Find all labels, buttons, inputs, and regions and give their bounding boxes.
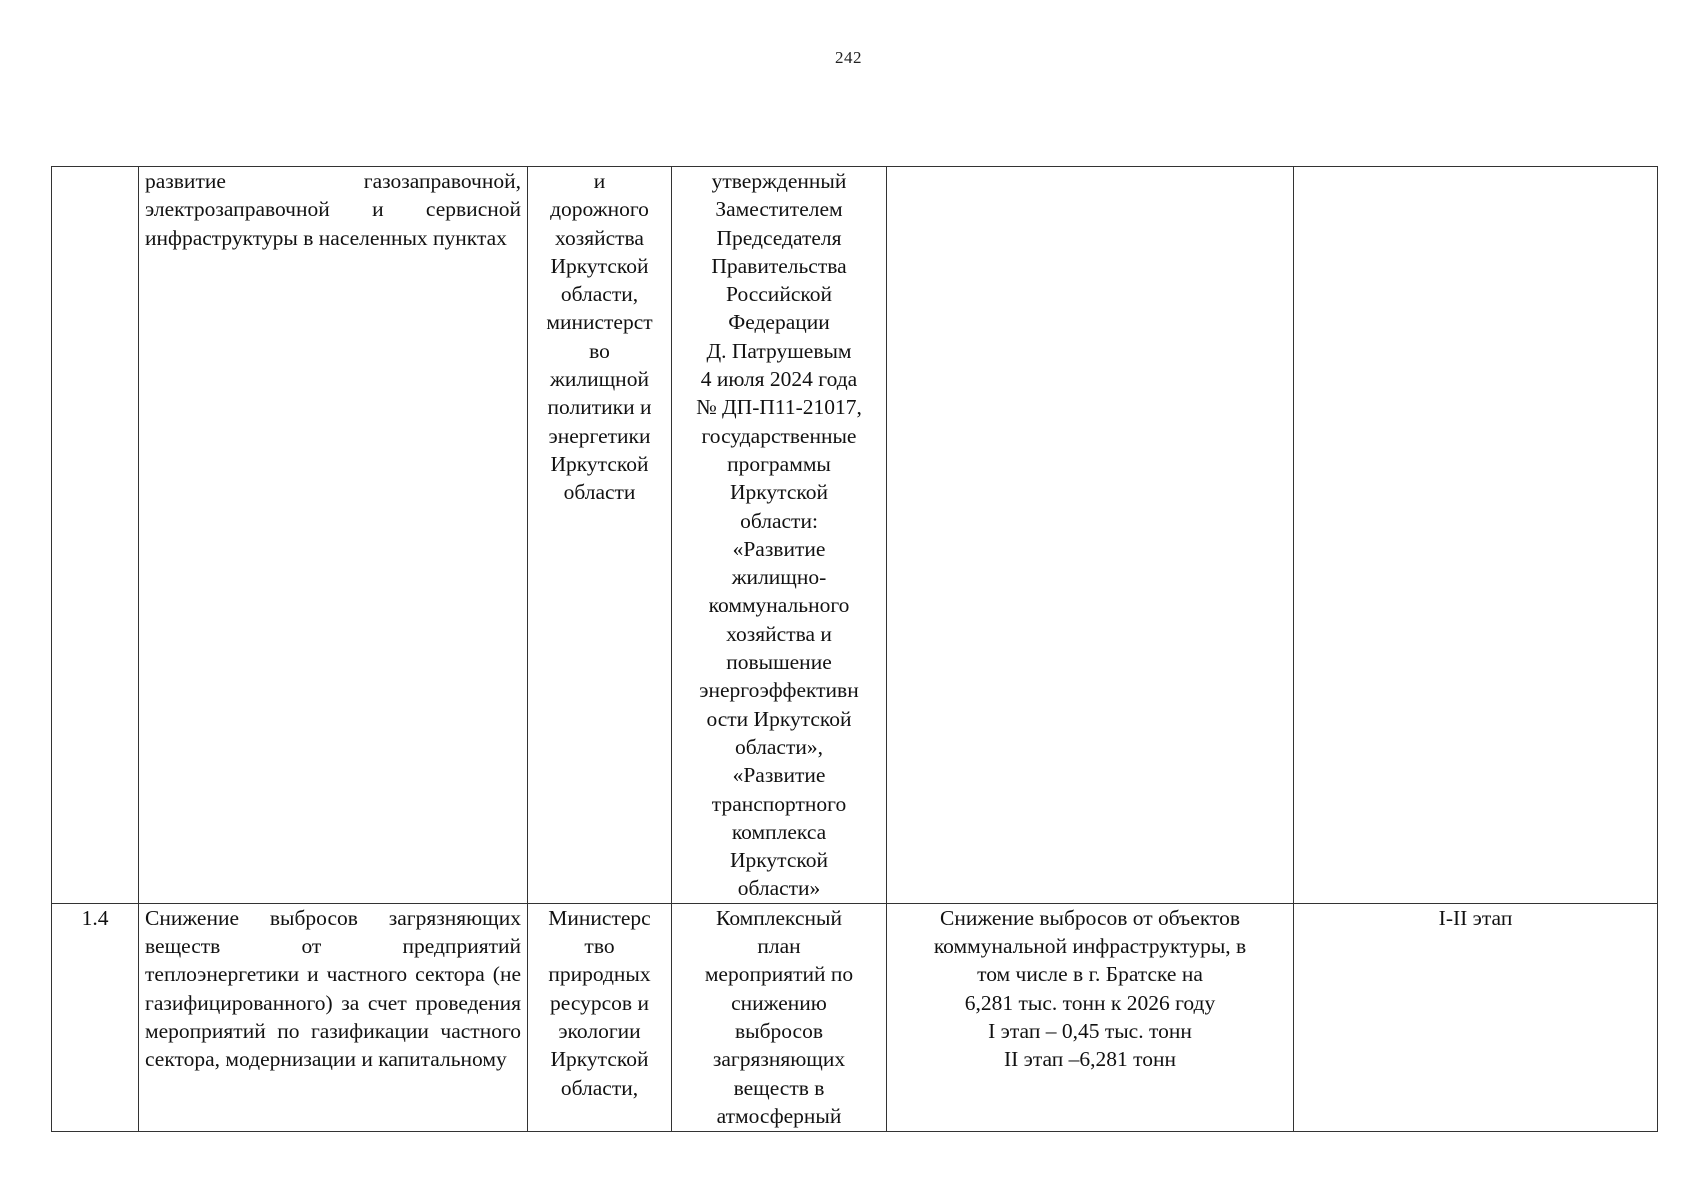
result-cell [887, 903, 1294, 1131]
row-number-cell [52, 167, 139, 904]
page-number: 242 [835, 48, 862, 67]
document-text: утвержденный Заместителем Председателя Правительства Российской Федерации Д. Патрушевым 4 июля 2024 года № ДП-П11-21017, государственные программы Иркутской области: «Развитие жилищно- коммунального хозяйства и повышение энергоэффективн ости Иркутской области», «Развитие транспортного комплекса Иркутской области» [696, 169, 862, 901]
responsible-cell [528, 903, 672, 1131]
stage-cell [1294, 167, 1658, 904]
measure-cell [139, 167, 528, 904]
measure-text: Снижение выбросов загрязняющих веществ от предприятий теплоэнергетики и частного сектора (не газифицированного) за счет проведения мероприятий по газификации частного сектора, модернизации и капитальному [145, 905, 521, 1072]
stage-text: I-II этап [1438, 905, 1513, 930]
measure-cell [139, 903, 528, 1131]
stage-cell [1294, 903, 1658, 1131]
document-cell [672, 167, 887, 904]
measures-table [51, 166, 1658, 1132]
result-text: Снижение выбросов от объектов коммунальной инфраструктуры, в том числе в г. Братске на 6,281 тыс. тонн к 2026 году I этап – 0,45 тыс. тонн II этап –6,281 тонн [933, 905, 1247, 1072]
table-row [52, 167, 1658, 904]
table-row [52, 903, 1658, 1131]
measure-text: развитие газозаправочной, электрозаправочной и сервисной инфраструктуры в населенных пунктах [145, 169, 521, 250]
responsible-text: и дорожного хозяйства Иркутской области, министерст во жилищной политики и энергетики Иркутской области [546, 169, 653, 505]
document-text: Комплексный план мероприятий по снижению выбросов загрязняющих веществ в атмосферный [704, 905, 854, 1128]
row-number-cell [52, 903, 139, 1131]
result-cell [887, 167, 1294, 904]
responsible-text: Министерс тво природных ресурсов и экологии Иркутской области, [548, 905, 651, 1100]
row-number: 1.4 [81, 905, 109, 930]
responsible-cell [528, 167, 672, 904]
document-cell [672, 903, 887, 1131]
